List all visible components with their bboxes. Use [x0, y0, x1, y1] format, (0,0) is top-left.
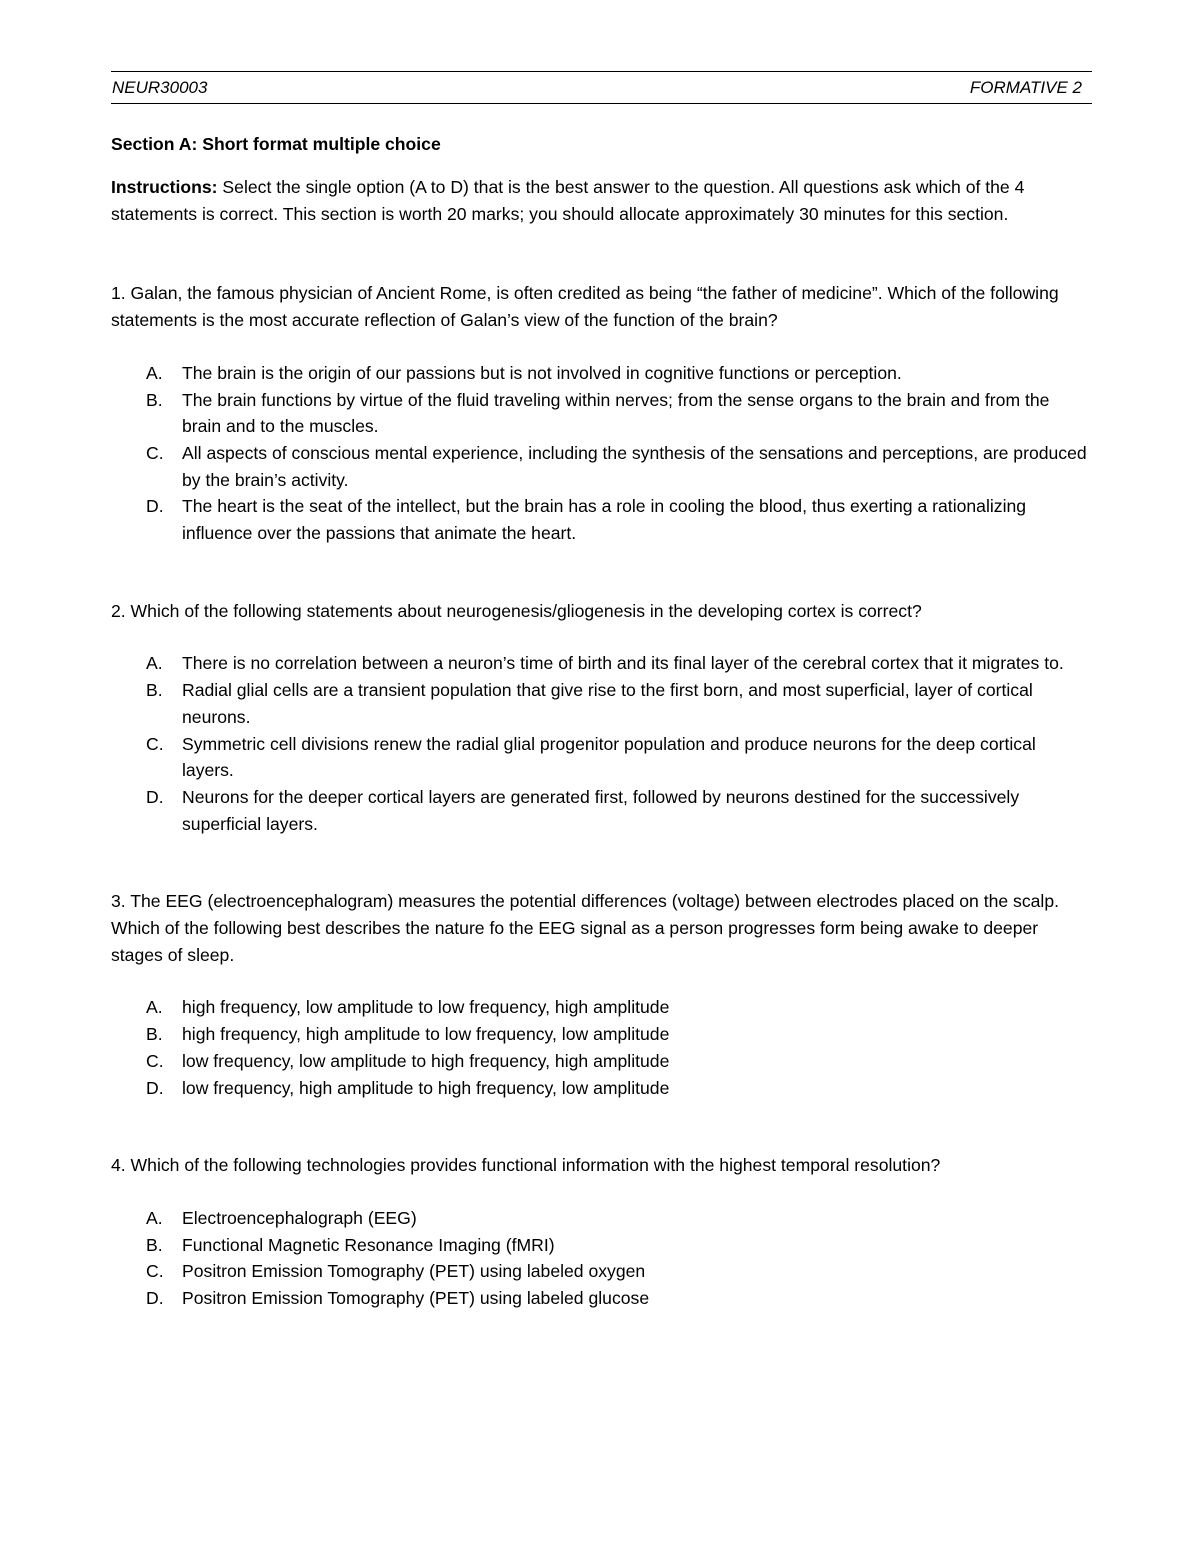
option-text: high frequency, low amplitude to low frequency, high amplitude: [182, 997, 670, 1018]
question-text: 1. Galan, the famous physician of Ancient Rome, is often credited as being “the father of medicine”. Which of the following statements is the most accurate reflection of Galan’s view of the function of the brain?: [111, 283, 1059, 331]
question-text: 3. The EEG (electroencephalogram) measures the potential differences (voltage) between electrodes placed on the scalp. Which of the following best describes the nature fo the EEG signal as a person progresses form being awake to deeper stages of sleep.: [111, 891, 1060, 965]
option-a: [111, 1205, 1092, 1232]
document-body: [111, 131, 1092, 1312]
option-letter: C.: [146, 733, 164, 754]
option-d: [111, 1285, 1092, 1312]
question-1: [111, 280, 1092, 546]
instructions: [111, 174, 1092, 227]
option-letter: B.: [146, 389, 163, 410]
option-a: [111, 650, 1092, 677]
option-text: Functional Magnetic Resonance Imaging (fMRI): [182, 1234, 555, 1255]
option-letter: B.: [146, 1234, 163, 1255]
option-c: [111, 440, 1092, 493]
option-b: [111, 1232, 1092, 1259]
option-letter: C.: [146, 1050, 164, 1071]
section-title: Section A: Short format multiple choice: [111, 134, 441, 154]
option-b: [111, 1021, 1092, 1048]
option-text: high frequency, high amplitude to low frequency, low amplitude: [182, 1024, 670, 1045]
option-text: Radial glial cells are a transient population that give rise to the first born, and most superficial, layer of cortical neurons.: [182, 680, 1033, 727]
option-b: [111, 387, 1092, 440]
option-c: [111, 1258, 1092, 1285]
option-text: The brain functions by virtue of the fluid traveling within nerves; from the sense organs to the brain and from the brain and to the muscles.: [182, 389, 1050, 437]
question-4: [111, 1152, 1092, 1312]
course-code: NEUR30003: [112, 78, 208, 97]
option-letter: D.: [146, 496, 164, 517]
option-text: low frequency, high amplitude to high frequency, low amplitude: [182, 1077, 670, 1098]
option-letter: A.: [146, 1207, 163, 1228]
option-text: Electroencephalograph (EEG): [182, 1207, 417, 1228]
option-letter: C.: [146, 1261, 164, 1282]
option-text: The heart is the seat of the intellect, but the brain has a role in cooling the blood, thus exerting a rationalizing influence over the passions that animate the heart.: [182, 496, 1027, 544]
question-2: [111, 598, 1092, 838]
option-text: Neurons for the deeper cortical layers are generated first, followed by neurons destined for the successively superficial layers.: [182, 786, 1020, 834]
option-d: [111, 784, 1092, 837]
option-letter: A.: [146, 653, 163, 674]
option-c: [111, 731, 1092, 784]
option-letter: A.: [146, 997, 163, 1018]
option-text: Positron Emission Tomography (PET) using labeled oxygen: [182, 1261, 646, 1282]
option-letter: D.: [146, 786, 164, 807]
option-a: [111, 994, 1092, 1021]
option-text: Symmetric cell divisions renew the radial glial progenitor population and produce neurons for the deep cortical layers.: [182, 733, 1036, 781]
option-text: The brain is the origin of our passions but is not involved in cognitive functions or perception.: [182, 362, 902, 383]
option-c: [111, 1048, 1092, 1075]
page-header: [111, 71, 1092, 104]
question-3: [111, 888, 1092, 1101]
option-b: [111, 677, 1092, 730]
option-list: [111, 994, 1092, 1101]
option-letter: B.: [146, 680, 163, 701]
option-list: [111, 1205, 1092, 1312]
option-letter: C.: [146, 442, 164, 463]
option-d: [111, 1075, 1092, 1102]
option-text: low frequency, low amplitude to high frequency, high amplitude: [182, 1050, 670, 1071]
option-list: [111, 360, 1092, 547]
option-d: [111, 493, 1092, 546]
option-list: [111, 650, 1092, 837]
option-text: There is no correlation between a neuron’s time of birth and its final layer of the cerebral cortex that it migrates to.: [182, 653, 1064, 674]
option-a: [111, 360, 1092, 387]
option-letter: D.: [146, 1077, 164, 1098]
option-letter: A.: [146, 362, 163, 383]
option-letter: D.: [146, 1288, 164, 1309]
option-letter: B.: [146, 1024, 163, 1045]
instructions-text: Select the single option (A to D) that is the best answer to the question. All questions ask which of the 4 statements is correct. This section is worth 20 marks; you should allocate approximately 30 minutes for this section.: [111, 177, 1025, 224]
assessment-title: FORMATIVE 2: [969, 78, 1082, 97]
instructions-label: Instructions:: [111, 177, 218, 197]
option-text: Positron Emission Tomography (PET) using labeled glucose: [182, 1288, 650, 1309]
question-text: 4. Which of the following technologies provides functional information with the highest temporal resolution?: [111, 1155, 941, 1176]
option-text: All aspects of conscious mental experience, including the synthesis of the sensations and perceptions, are produced by the brain’s activity.: [182, 442, 1087, 490]
question-text: 2. Which of the following statements about neurogenesis/gliogenesis in the developing cortex is correct?: [111, 600, 922, 621]
